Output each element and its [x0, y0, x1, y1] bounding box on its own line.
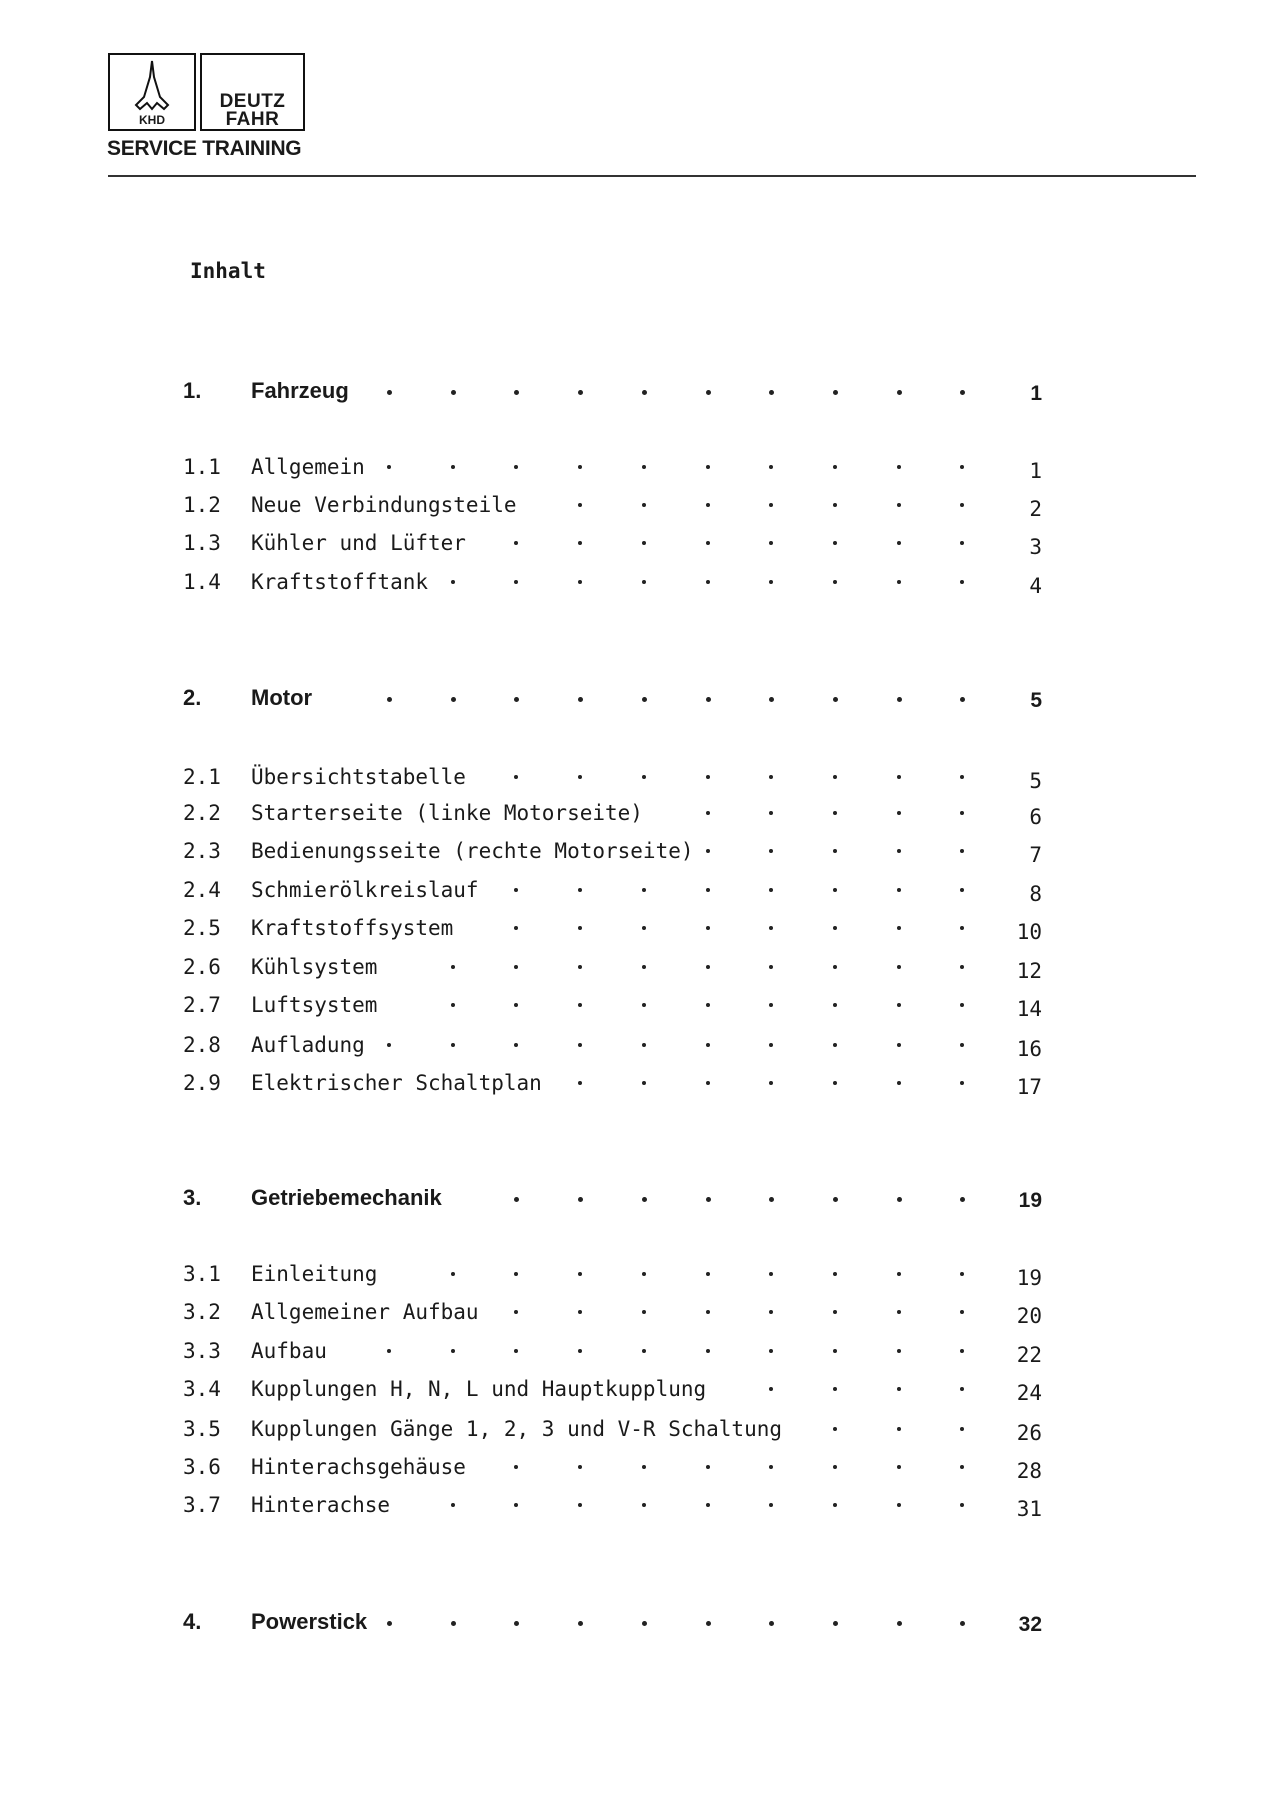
- leader-dot: [769, 1465, 773, 1469]
- toc-title: Einleitung: [251, 1262, 378, 1286]
- toc-title: Allgemein: [251, 455, 365, 479]
- toc-title: Allgemeiner Aufbau: [251, 1300, 479, 1324]
- leader-dot: [897, 503, 901, 507]
- leader-dot: [833, 1503, 837, 1507]
- toc-number: 2.2: [183, 801, 221, 825]
- leader-dot: [960, 1387, 964, 1391]
- header-divider: [108, 175, 1196, 177]
- leader-dot: [960, 465, 964, 469]
- leader-dot: [706, 888, 710, 892]
- logo-line-deutz: DEUTZ: [219, 91, 286, 112]
- leader-dot: [769, 1387, 773, 1391]
- leader-dot: [960, 1081, 964, 1085]
- deutz-fahr-logo: [200, 53, 305, 131]
- leader-dot: [706, 1465, 710, 1469]
- toc-title: Schmierölkreislauf: [251, 878, 479, 902]
- toc-number: 2.8: [183, 1033, 221, 1057]
- leader-dot: [706, 1310, 710, 1314]
- leader-dot: [897, 1349, 901, 1353]
- toc-number: 1.4: [183, 570, 221, 594]
- leader-dot: [451, 465, 455, 469]
- toc-number: 2.4: [183, 878, 221, 902]
- toc-entry[interactable]: [0, 1262, 1270, 1292]
- leader-dot: [833, 503, 837, 507]
- leader-dot: [897, 965, 901, 969]
- toc-title: Kupplungen Gänge 1, 2, 3 und V-R Schaltung: [251, 1417, 783, 1441]
- leader-dot: [451, 965, 455, 969]
- leader-dot: [897, 1197, 902, 1202]
- toc-title: Getriebemechanik: [251, 1185, 442, 1210]
- leader-dot: [897, 1081, 901, 1085]
- leader-dot: [706, 965, 710, 969]
- leader-dot: [514, 580, 518, 584]
- leader-dot: [897, 580, 901, 584]
- leader-dot: [706, 541, 710, 545]
- leader-dot: [769, 1081, 773, 1085]
- toc-page-number: 4: [1029, 574, 1042, 598]
- leader-dot: [833, 775, 837, 779]
- leader-dot: [451, 1503, 455, 1507]
- leader-dot: [706, 1197, 711, 1202]
- toc-number: 1.3: [183, 531, 221, 555]
- leader-dot: [833, 1043, 837, 1047]
- toc-title: Kühlsystem: [251, 955, 378, 979]
- toc-number: 2.5: [183, 916, 221, 940]
- leader-dot: [833, 1427, 837, 1431]
- leader-dot: [833, 541, 837, 545]
- toc-number: 3.2: [183, 1300, 221, 1324]
- leader-dot: [897, 1003, 901, 1007]
- toc-title: Powerstick: [251, 1609, 368, 1634]
- leader-dot: [769, 1272, 773, 1276]
- leader-dot: [578, 775, 582, 779]
- leader-dot: [387, 1043, 391, 1047]
- leader-dot: [578, 541, 582, 545]
- toc-number: 1.2: [183, 493, 221, 517]
- toc-number: 2.7: [183, 993, 221, 1017]
- leader-dot: [769, 1310, 773, 1314]
- toc-entry[interactable]: [0, 570, 1270, 600]
- leader-dot: [578, 580, 582, 584]
- toc-entry[interactable]: [0, 531, 1270, 561]
- logo-line-fahr: FAHR: [225, 109, 280, 130]
- leader-dot: [833, 1272, 837, 1276]
- leader-dot: [706, 926, 710, 930]
- leader-dot: [578, 390, 583, 395]
- toc-title: Hinterachsgehäuse: [251, 1455, 466, 1479]
- toc-number: 3.3: [183, 1339, 221, 1363]
- leader-dot: [451, 580, 455, 584]
- toc-entry[interactable]: [0, 765, 1270, 795]
- khd-logo-text: KHD: [139, 113, 165, 127]
- toc-entry[interactable]: [0, 455, 1270, 485]
- leader-dot: [960, 926, 964, 930]
- toc-number: 1.: [183, 378, 202, 403]
- leader-dot: [833, 1387, 837, 1391]
- leader-dot: [897, 775, 901, 779]
- leader-dot: [960, 1197, 965, 1202]
- toc-page-number: 1: [1030, 382, 1042, 405]
- leader-dot: [578, 697, 583, 702]
- page-title: Inhalt: [190, 259, 266, 283]
- leader-dot: [706, 503, 710, 507]
- toc-number: 3.5: [183, 1417, 221, 1441]
- leader-dot: [769, 1197, 774, 1202]
- toc-title: Aufbau: [251, 1339, 327, 1363]
- leader-dot: [514, 697, 519, 702]
- leader-dot: [960, 1272, 964, 1276]
- leader-dot: [833, 390, 838, 395]
- leader-dot: [642, 1272, 646, 1276]
- leader-dot: [451, 1621, 456, 1626]
- leader-dot: [897, 1043, 901, 1047]
- toc-page-number: 1: [1029, 459, 1042, 483]
- leader-dot: [897, 811, 901, 815]
- leader-dot: [578, 888, 582, 892]
- toc-entry[interactable]: [0, 1377, 1270, 1407]
- leader-dot: [514, 1465, 518, 1469]
- leader-dot: [642, 1197, 647, 1202]
- leader-dot: [706, 1272, 710, 1276]
- toc-title: Kupplungen H, N, L und Hauptkupplung: [251, 1377, 707, 1401]
- toc-entry[interactable]: [0, 916, 1270, 946]
- leader-dot: [706, 465, 710, 469]
- toc-number: 1.1: [183, 455, 221, 479]
- leader-dot: [642, 1003, 646, 1007]
- leader-dot: [514, 1310, 518, 1314]
- leader-dot: [706, 1043, 710, 1047]
- toc-entry[interactable]: [0, 839, 1270, 869]
- leader-dot: [769, 888, 773, 892]
- leader-dot: [578, 1003, 582, 1007]
- leader-dot: [514, 465, 518, 469]
- leader-dot: [451, 1003, 455, 1007]
- khd-logo: [108, 53, 196, 131]
- toc-title: Kraftstofftank: [251, 570, 429, 594]
- leader-dot: [642, 503, 646, 507]
- leader-dot: [897, 1465, 901, 1469]
- leader-dot: [706, 811, 710, 815]
- leader-dot: [960, 1621, 965, 1626]
- toc-title: Fahrzeug: [251, 378, 349, 403]
- toc-entry[interactable]: [0, 993, 1270, 1023]
- leader-dot: [642, 1465, 646, 1469]
- leader-dot: [387, 390, 392, 395]
- leader-dot: [769, 697, 774, 702]
- leader-dot: [960, 1349, 964, 1353]
- toc-entry[interactable]: [0, 378, 1270, 408]
- leader-dot: [897, 849, 901, 853]
- leader-dot: [833, 849, 837, 853]
- leader-dot: [769, 503, 773, 507]
- toc-page-number: 5: [1029, 769, 1042, 793]
- leader-dot: [578, 503, 582, 507]
- leader-dot: [769, 465, 773, 469]
- leader-dot: [642, 926, 646, 930]
- toc-entry[interactable]: [0, 955, 1270, 985]
- leader-dot: [578, 1503, 582, 1507]
- leader-dot: [642, 580, 646, 584]
- leader-dot: [642, 541, 646, 545]
- toc-entry[interactable]: [0, 1609, 1270, 1639]
- leader-dot: [833, 965, 837, 969]
- leader-dot: [451, 1349, 455, 1353]
- toc-page-number: 12: [1016, 959, 1042, 983]
- leader-dot: [451, 697, 456, 702]
- toc-number: 3.1: [183, 1262, 221, 1286]
- leader-dot: [960, 541, 964, 545]
- leader-dot: [578, 1621, 583, 1626]
- leader-dot: [833, 1621, 838, 1626]
- toc-title: Hinterachse: [251, 1493, 391, 1517]
- leader-dot: [769, 1621, 774, 1626]
- leader-dot: [833, 1310, 837, 1314]
- leader-dot: [706, 849, 710, 853]
- leader-dot: [578, 1310, 582, 1314]
- leader-dot: [514, 965, 518, 969]
- leader-dot: [514, 926, 518, 930]
- toc-number: 3.6: [183, 1455, 221, 1479]
- leader-dot: [897, 1272, 901, 1276]
- leader-dot: [578, 965, 582, 969]
- leader-dot: [897, 465, 901, 469]
- leader-dot: [642, 1621, 647, 1626]
- leader-dot: [833, 580, 837, 584]
- toc-number: 2.1: [183, 765, 221, 789]
- leader-dot: [833, 1349, 837, 1353]
- toc-entry[interactable]: [0, 1417, 1270, 1447]
- leader-dot: [387, 1349, 391, 1353]
- leader-dot: [578, 1197, 583, 1202]
- toc-entry[interactable]: [0, 685, 1270, 715]
- leader-dot: [833, 697, 838, 702]
- deutz-fahr-logo-text: [202, 93, 303, 129]
- leader-dot: [897, 1427, 901, 1431]
- leader-dot: [960, 1003, 964, 1007]
- toc-page-number: 32: [1018, 1613, 1042, 1636]
- leader-dot: [769, 1003, 773, 1007]
- toc-number: 2.9: [183, 1071, 221, 1095]
- leader-dot: [960, 580, 964, 584]
- leader-dot: [833, 1081, 837, 1085]
- leader-dot: [769, 1349, 773, 1353]
- toc-page-number: 6: [1029, 805, 1042, 829]
- leader-dot: [960, 775, 964, 779]
- toc-title: Starterseite (linke Motorseite): [251, 801, 643, 825]
- toc-page-number: 7: [1029, 843, 1042, 867]
- leader-dot: [514, 1621, 519, 1626]
- toc-title: Elektrischer Schaltplan: [251, 1071, 542, 1095]
- leader-dot: [960, 849, 964, 853]
- leader-dot: [960, 1043, 964, 1047]
- toc-title: Kühler und Lüfter: [251, 531, 466, 555]
- leader-dot: [642, 888, 646, 892]
- leader-dot: [387, 465, 391, 469]
- leader-dot: [769, 926, 773, 930]
- leader-dot: [960, 811, 964, 815]
- toc-entry[interactable]: [0, 1185, 1270, 1215]
- toc-page-number: 10: [1016, 920, 1042, 944]
- leader-dot: [960, 697, 965, 702]
- toc-entry[interactable]: [0, 1300, 1270, 1330]
- leader-dot: [897, 541, 901, 545]
- leader-dot: [706, 1349, 710, 1353]
- leader-dot: [642, 775, 646, 779]
- khd-spire-icon: [110, 57, 194, 117]
- toc-page-number: 31: [1016, 1497, 1042, 1521]
- leader-dot: [706, 390, 711, 395]
- leader-dot: [960, 390, 965, 395]
- leader-dot: [514, 390, 519, 395]
- leader-dot: [642, 965, 646, 969]
- toc-entry[interactable]: [0, 1339, 1270, 1369]
- leader-dot: [514, 1043, 518, 1047]
- toc-entry[interactable]: [0, 493, 1270, 523]
- leader-dot: [578, 1349, 582, 1353]
- leader-dot: [769, 775, 773, 779]
- leader-dot: [642, 1349, 646, 1353]
- toc-title: Aufladung: [251, 1033, 365, 1057]
- leader-dot: [769, 965, 773, 969]
- leader-dot: [451, 390, 456, 395]
- toc-number: 2.: [183, 685, 202, 710]
- toc-page-number: 16: [1016, 1037, 1042, 1061]
- toc-title: Kraftstoffsystem: [251, 916, 454, 940]
- leader-dot: [578, 1272, 582, 1276]
- leader-dot: [897, 926, 901, 930]
- toc-entry[interactable]: [0, 1455, 1270, 1485]
- toc-page-number: 19: [1018, 1189, 1042, 1212]
- leader-dot: [706, 1003, 710, 1007]
- leader-dot: [960, 503, 964, 507]
- leader-dot: [897, 888, 901, 892]
- leader-dot: [514, 1272, 518, 1276]
- leader-dot: [514, 1197, 519, 1202]
- leader-dot: [769, 390, 774, 395]
- leader-dot: [578, 1081, 582, 1085]
- toc-number: 2.3: [183, 839, 221, 863]
- leader-dot: [578, 465, 582, 469]
- leader-dot: [833, 465, 837, 469]
- leader-dot: [514, 1003, 518, 1007]
- toc-entry[interactable]: [0, 878, 1270, 908]
- leader-dot: [578, 926, 582, 930]
- leader-dot: [642, 1081, 646, 1085]
- leader-dot: [897, 1387, 901, 1391]
- leader-dot: [769, 580, 773, 584]
- toc-number: 3.7: [183, 1493, 221, 1517]
- leader-dot: [642, 697, 647, 702]
- leader-dot: [514, 541, 518, 545]
- leader-dot: [960, 888, 964, 892]
- toc-page-number: 8: [1029, 882, 1042, 906]
- leader-dot: [833, 888, 837, 892]
- toc-entry[interactable]: [0, 1493, 1270, 1523]
- leader-dot: [769, 541, 773, 545]
- leader-dot: [960, 1503, 964, 1507]
- leader-dot: [514, 1503, 518, 1507]
- leader-dot: [960, 1310, 964, 1314]
- leader-dot: [833, 811, 837, 815]
- leader-dot: [897, 697, 902, 702]
- toc-page-number: 20: [1016, 1304, 1042, 1328]
- toc-page-number: 3: [1029, 535, 1042, 559]
- leader-dot: [706, 1621, 711, 1626]
- leader-dot: [578, 1043, 582, 1047]
- leader-dot: [769, 1503, 773, 1507]
- toc-number: 3.4: [183, 1377, 221, 1401]
- toc-number: 4.: [183, 1609, 202, 1634]
- toc-entry[interactable]: [0, 801, 1270, 831]
- leader-dot: [642, 390, 647, 395]
- leader-dot: [451, 1272, 455, 1276]
- toc-title: Luftsystem: [251, 993, 378, 1017]
- leader-dot: [960, 1427, 964, 1431]
- toc-page-number: 26: [1016, 1421, 1042, 1445]
- toc-page-number: 24: [1016, 1381, 1042, 1405]
- leader-dot: [833, 926, 837, 930]
- leader-dot: [642, 1503, 646, 1507]
- leader-dot: [833, 1465, 837, 1469]
- leader-dot: [706, 580, 710, 584]
- leader-dot: [642, 465, 646, 469]
- leader-dot: [769, 1043, 773, 1047]
- toc-page-number: 14: [1016, 997, 1042, 1021]
- leader-dot: [514, 775, 518, 779]
- leader-dot: [897, 1503, 901, 1507]
- toc-title: Übersichtstabelle: [251, 765, 466, 789]
- toc-page-number: 19: [1016, 1266, 1042, 1290]
- leader-dot: [769, 811, 773, 815]
- toc-page-number: 17: [1016, 1075, 1042, 1099]
- toc-title: Bedienungsseite (rechte Motorseite): [251, 839, 694, 863]
- toc-page-number: 22: [1016, 1343, 1042, 1367]
- leader-dot: [769, 849, 773, 853]
- leader-dot: [706, 775, 710, 779]
- toc-number: 2.6: [183, 955, 221, 979]
- leader-dot: [387, 697, 392, 702]
- toc-entry[interactable]: [0, 1071, 1270, 1101]
- leader-dot: [514, 888, 518, 892]
- leader-dot: [897, 1621, 902, 1626]
- leader-dot: [833, 1197, 838, 1202]
- leader-dot: [642, 1043, 646, 1047]
- toc-page-number: 5: [1030, 689, 1042, 712]
- leader-dot: [451, 1043, 455, 1047]
- leader-dot: [706, 1081, 710, 1085]
- service-training-label: SERVICE TRAINING: [107, 137, 302, 160]
- leader-dot: [642, 1310, 646, 1314]
- toc-number: 3.: [183, 1185, 202, 1210]
- leader-dot: [960, 1465, 964, 1469]
- toc-title: Neue Verbindungsteile: [251, 493, 517, 517]
- leader-dot: [833, 1003, 837, 1007]
- toc-title: Motor: [251, 685, 313, 710]
- toc-page-number: 2: [1029, 497, 1042, 521]
- leader-dot: [897, 1310, 901, 1314]
- leader-dot: [514, 1349, 518, 1353]
- leader-dot: [960, 965, 964, 969]
- leader-dot: [706, 1503, 710, 1507]
- leader-dot: [706, 697, 711, 702]
- leader-dot: [387, 1621, 392, 1626]
- leader-dot: [897, 390, 902, 395]
- toc-entry[interactable]: [0, 1033, 1270, 1063]
- leader-dot: [578, 1465, 582, 1469]
- toc-page-number: 28: [1016, 1459, 1042, 1483]
